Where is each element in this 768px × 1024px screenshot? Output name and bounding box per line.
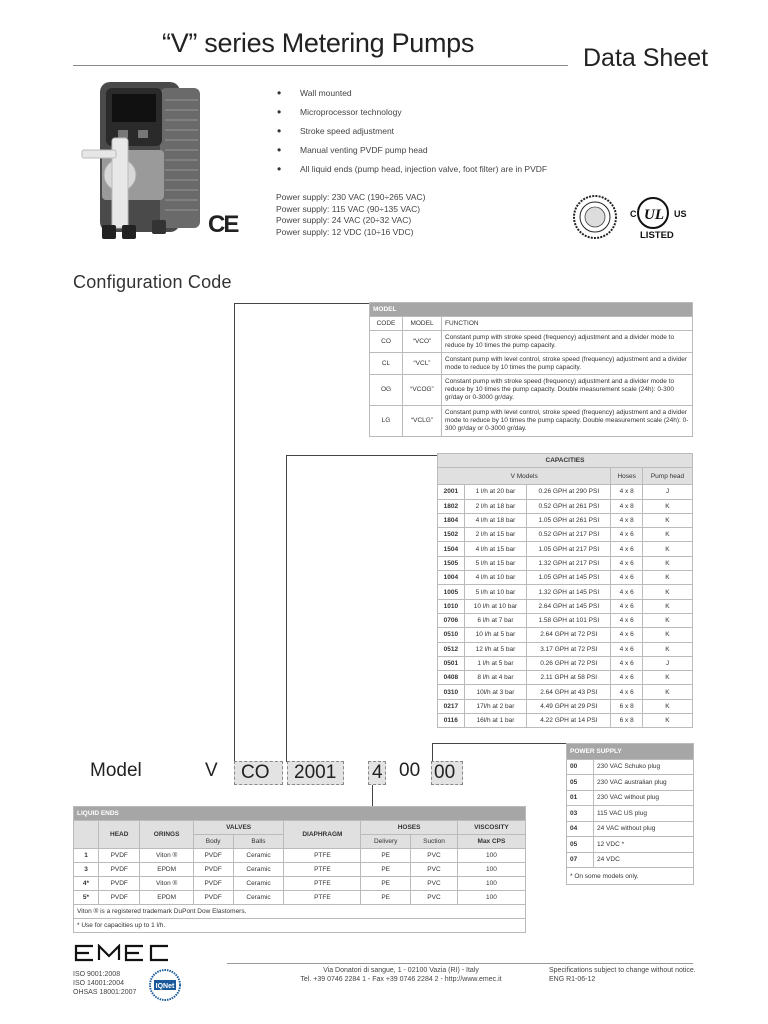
col-header: Balls — [233, 835, 284, 849]
col-header: Hoses — [611, 468, 643, 485]
capacity-bracket — [286, 455, 438, 762]
table-row: 0310 10l/h at 3 bar 2.64 GPH at 43 PSI 4 x 6 K — [438, 685, 693, 699]
table-row: 3 PVDF EPDM PVDF Ceramic PTFE PE PVC 100 — [74, 863, 526, 877]
table-row: 1502 2 l/h at 15 bar 0.52 GPH at 217 PSI 4 x 6 K — [438, 528, 693, 542]
table-row: 0706 6 l/h at 7 bar 1.58 GPH at 101 PSI 4 x 6 K — [438, 613, 693, 627]
power-supply-table — [566, 743, 694, 885]
table-row: CL “VCL” Constant pump with level control, stroke speed (frequency) adjustment and a divider mode to reduce by 10 times the pump capacity. — [370, 353, 693, 375]
power-supply-list — [276, 192, 425, 238]
footer-divider — [227, 963, 693, 964]
liquid-ends-title: LIQUID ENDS — [74, 807, 526, 821]
power-code-box: 00 — [431, 761, 463, 785]
table-row: 0408 8 l/h at 4 bar 2.11 GPH at 58 PSI 4 x 6 K — [438, 671, 693, 685]
ce-mark: CE — [208, 211, 238, 238]
model-code-box: CO — [234, 761, 283, 785]
table-row: 1505 5 l/h at 15 bar 1.32 GPH at 217 PSI 4 x 6 K — [438, 556, 693, 570]
col-header: CODE — [370, 317, 403, 331]
power-supply-line: Power supply: 12 VDC (10÷16 VDC) — [276, 226, 414, 237]
table-row: 4* PVDF Viton ® PVDF Ceramic PTFE PE PVC 100 — [74, 877, 526, 891]
feature-item: • Microprocessor technology — [276, 105, 547, 124]
iso-certifications: ISO 9001:2008 ISO 14001:2004 OHSAS 18001:2007 — [73, 971, 137, 996]
liquid-end-code-box: 4 — [368, 761, 386, 785]
page-title: “V” series Metering Pumps — [162, 28, 475, 58]
model-table — [369, 302, 693, 437]
col-header: HOSES — [361, 821, 458, 835]
company-address: Via Donatori di sangue, 1 - 02100 Vazia (RI) - Italy Tel. +39 0746 2284 1 - Fax +39 0746 2284 2 - http://www.emec.it — [300, 967, 502, 983]
table-row: 05 12 VDC * — [567, 837, 694, 853]
table-row: 1802 2 l/h at 18 bar 0.52 GPH at 261 PSI 4 x 8 K — [438, 499, 693, 513]
col-header: V Models — [438, 468, 611, 485]
quality-certification-seal — [572, 194, 618, 240]
col-header: FUNCTION — [442, 317, 693, 331]
ul-listed-mark — [628, 196, 687, 241]
power-supply-line: Power supply: 115 VAC (90÷135 VAC) — [276, 203, 421, 214]
model-label: Model — [90, 760, 142, 781]
table-row: 1004 4 l/h at 10 bar 1.05 GPH at 145 PSI 4 x 6 K — [438, 571, 693, 585]
title-divider — [73, 65, 568, 66]
col-header: MODEL — [403, 317, 442, 331]
liquid-ends-table — [73, 806, 526, 933]
power-supply-note: * On some models only. — [567, 868, 694, 885]
power-supply-title: POWER SUPPLY — [567, 744, 694, 760]
table-row: 1804 4 l/h at 18 bar 1.05 GPH at 261 PSI 4 x 8 K — [438, 513, 693, 527]
table-row: 03 115 VAC US plug — [567, 806, 694, 822]
table-row: 0116 16l/h at 1 bar 4.22 GPH at 14 PSI 6 x 8 K — [438, 714, 693, 728]
table-row: 0510 10 l/h at 5 bar 2.64 GPH at 72 PSI 4 x 6 K — [438, 628, 693, 642]
col-header: Max CPS — [457, 835, 525, 849]
table-row: 1 PVDF Viton ® PVDF Ceramic PTFE PE PVC 100 — [74, 849, 526, 863]
table-row: 1010 10 l/h at 10 bar 2.64 GPH at 145 PSI 4 x 6 K — [438, 599, 693, 613]
table-row: 1504 4 l/h at 15 bar 1.05 GPH at 217 PSI 4 x 6 K — [438, 542, 693, 556]
table-row: 04 24 VAC without plug — [567, 821, 694, 837]
table-row: 0217 17l/h at 2 bar 4.49 GPH at 29 PSI 6 x 8 K — [438, 699, 693, 713]
power-bracket — [432, 743, 567, 762]
data-sheet-label: Data Sheet — [583, 44, 709, 72]
liquid-ends-note: Viton ® is a registered trademark DuPont Dow Elastomers. — [74, 905, 526, 919]
svg-text:IQNet: IQNet — [155, 983, 175, 990]
table-row: 01 230 VAC without plug — [567, 790, 694, 806]
table-row: LG “VCLG” Constant pump with level control, stroke speed (frequency) adjustment and a divider mode to reduce by 10 times the pump capacity. Double measurement scale (24h): 0-300 gr/day or 0-3000 gr/day. — [370, 406, 693, 437]
fixed-code: 00 — [399, 760, 421, 781]
spec-notice: Specifications subject to change without notice. ENG R1-06-12 — [549, 967, 696, 983]
metering-pump-image — [80, 80, 205, 245]
configuration-code-title: Configuration Code — [73, 272, 232, 292]
emec-logo — [73, 944, 171, 962]
table-row: 0512 12 l/h at 5 bar 3.17 GPH at 72 PSI 4 x 6 K — [438, 642, 693, 656]
col-header: VALVES — [193, 821, 284, 835]
col-header: Pump head — [642, 468, 692, 485]
col-header: Suction — [411, 835, 458, 849]
table-row: 1005 5 l/h at 10 bar 1.32 GPH at 145 PSI 4 x 6 K — [438, 585, 693, 599]
feature-item: • All liquid ends (pump head, injection valve, foot filter) are in PVDF — [276, 162, 547, 181]
table-row: CO “VCO” Constant pump with stroke speed (frequency) adjustment and a divider mode to reduce by 10 times the pump capacity. — [370, 331, 693, 353]
model-table-title: MODEL — [370, 303, 693, 317]
col-header: Body — [193, 835, 233, 849]
ul-us-label: US — [674, 209, 687, 219]
ul-c-label: C — [630, 209, 637, 219]
table-row: OG “VCOG” Constant pump with stroke speed (frequency) adjustment and a divider mode to reduce by 10 times the pump capacity. Double measurement scale (24h): 0-300 gr/day or 0-3000 gr/day. — [370, 375, 693, 406]
feature-item: • Wall mounted — [276, 86, 547, 105]
col-header: VISCOSITY — [457, 821, 525, 835]
power-supply-line: Power supply: 24 VAC (20÷32 VAC) — [276, 215, 412, 225]
feature-item: • Stroke speed adjustment — [276, 124, 547, 143]
power-supply-line: Power supply: 230 VAC (190÷265 VAC) — [276, 192, 426, 202]
table-row: 2001 1 l/h at 20 bar 0.26 GPH at 290 PSI 4 x 8 J — [438, 485, 693, 499]
capacity-code-box: 2001 — [287, 761, 344, 785]
power-supply-body — [567, 759, 694, 868]
svg-text:UL: UL — [644, 207, 664, 223]
col-header: ORINGS — [140, 821, 193, 849]
model-prefix: V — [205, 760, 218, 781]
liquid-ends-note: * Use for capacities up to 1 l/h. — [74, 919, 526, 933]
capacities-table — [437, 453, 693, 728]
table-row: 07 24 VDC — [567, 852, 694, 868]
table-row: 00 230 VAC Schuko plug — [567, 759, 694, 775]
col-header: DIAPHRAGM — [284, 821, 361, 849]
ul-listed-label: LISTED — [640, 230, 674, 241]
feature-list — [276, 86, 547, 181]
col-header: HEAD — [99, 821, 140, 849]
feature-item: • Manual venting PVDF pump head — [276, 143, 547, 162]
capacities-title: CAPACITIES — [438, 454, 693, 468]
col-header: Delivery — [361, 835, 411, 849]
table-row: 5* PVDF EPDM PVDF Ceramic PTFE PE PVC 100 — [74, 891, 526, 905]
table-row: 0501 1 l/h at 5 bar 0.26 GPH at 72 PSI 4 x 6 J — [438, 656, 693, 670]
capacities-body — [438, 485, 693, 728]
liquid-ends-body — [74, 849, 526, 905]
liquid-end-bracket — [372, 785, 373, 806]
table-row: 05 230 VAC australian plug — [567, 775, 694, 791]
iqnet-logo — [148, 968, 182, 1002]
